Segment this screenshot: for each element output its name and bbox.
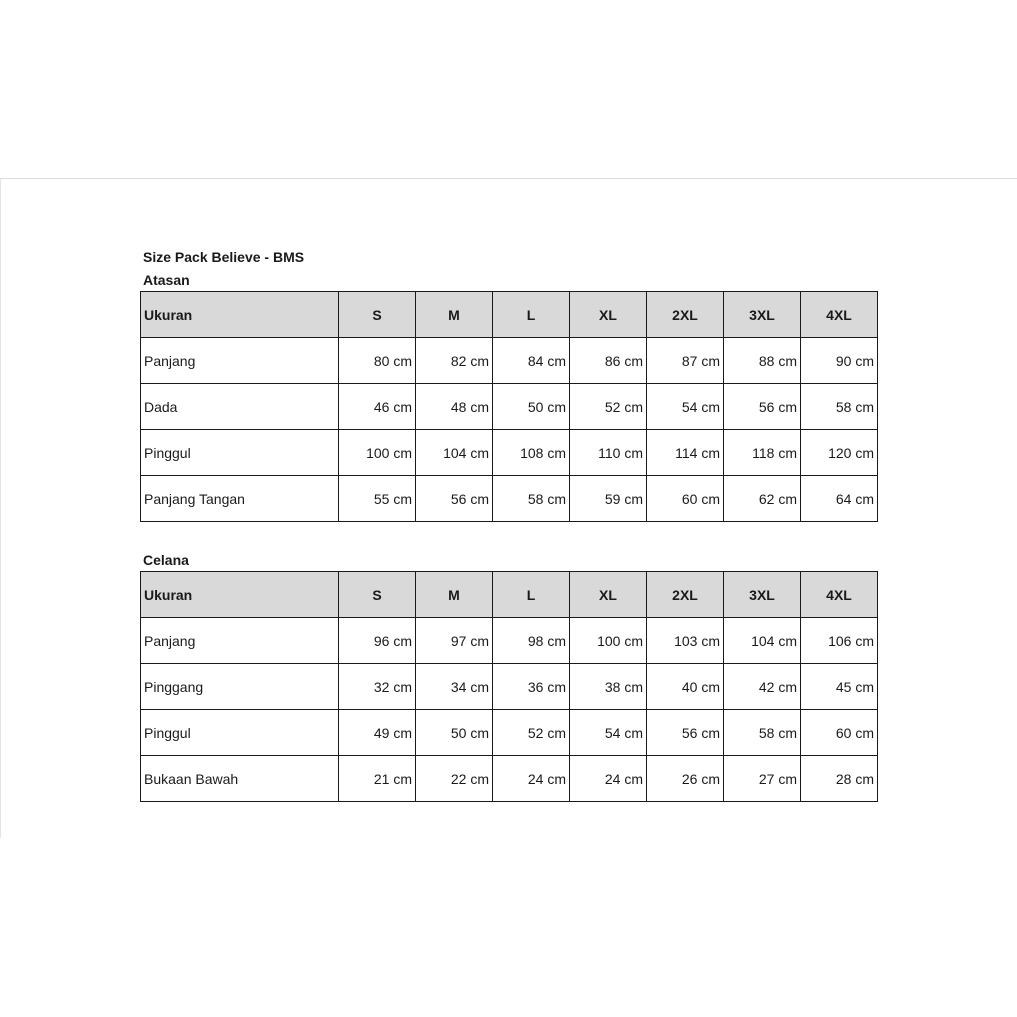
header-cell: 3XL bbox=[724, 292, 801, 338]
table-cell: 86 cm bbox=[570, 338, 647, 384]
table-cell: 104 cm bbox=[724, 618, 801, 664]
table-cell: 97 cm bbox=[416, 618, 493, 664]
table-cell: 58 cm bbox=[493, 476, 570, 522]
table-cell: 103 cm bbox=[647, 618, 724, 664]
table-cell: 82 cm bbox=[416, 338, 493, 384]
atasan-size-table bbox=[140, 291, 878, 522]
header-cell: M bbox=[416, 292, 493, 338]
table-cell: 87 cm bbox=[647, 338, 724, 384]
table-cell: 80 cm bbox=[339, 338, 416, 384]
table-cell: 100 cm bbox=[570, 618, 647, 664]
table-row bbox=[141, 430, 878, 476]
header-cell: Ukuran bbox=[141, 572, 339, 618]
header-cell: 3XL bbox=[724, 572, 801, 618]
header-cell: M bbox=[416, 572, 493, 618]
header-cell: 2XL bbox=[647, 292, 724, 338]
table-cell: 32 cm bbox=[339, 664, 416, 710]
table-cell: 60 cm bbox=[647, 476, 724, 522]
table-cell: 34 cm bbox=[416, 664, 493, 710]
table-cell: 26 cm bbox=[647, 756, 724, 802]
table-cell: 21 cm bbox=[339, 756, 416, 802]
header-cell: L bbox=[493, 292, 570, 338]
table-cell: 90 cm bbox=[801, 338, 878, 384]
table-cell: 106 cm bbox=[801, 618, 878, 664]
header-cell: 4XL bbox=[801, 292, 878, 338]
table-cell: 28 cm bbox=[801, 756, 878, 802]
table-cell: 56 cm bbox=[647, 710, 724, 756]
table-cell: 100 cm bbox=[339, 430, 416, 476]
row-label: Panjang bbox=[141, 618, 339, 664]
header-cell: S bbox=[339, 572, 416, 618]
table-cell: 46 cm bbox=[339, 384, 416, 430]
header-cell: XL bbox=[570, 292, 647, 338]
table-cell: 104 cm bbox=[416, 430, 493, 476]
table-cell: 88 cm bbox=[724, 338, 801, 384]
table-cell: 55 cm bbox=[339, 476, 416, 522]
table-cell: 49 cm bbox=[339, 710, 416, 756]
table-header-row bbox=[141, 572, 878, 618]
table-cell: 62 cm bbox=[724, 476, 801, 522]
table-row bbox=[141, 384, 878, 430]
table-row bbox=[141, 338, 878, 384]
table-cell: 24 cm bbox=[570, 756, 647, 802]
header-cell: L bbox=[493, 572, 570, 618]
table-cell: 108 cm bbox=[493, 430, 570, 476]
table-cell: 118 cm bbox=[724, 430, 801, 476]
header-cell: S bbox=[339, 292, 416, 338]
header-cell: 4XL bbox=[801, 572, 878, 618]
table-cell: 56 cm bbox=[724, 384, 801, 430]
table-cell: 27 cm bbox=[724, 756, 801, 802]
table-cell: 84 cm bbox=[493, 338, 570, 384]
table-cell: 22 cm bbox=[416, 756, 493, 802]
celana-size-table bbox=[140, 571, 878, 802]
table-row bbox=[141, 710, 878, 756]
table-row bbox=[141, 664, 878, 710]
section-title-atasan: Atasan bbox=[143, 272, 190, 288]
header-cell: 2XL bbox=[647, 572, 724, 618]
table-cell: 24 cm bbox=[493, 756, 570, 802]
row-label: Pinggul bbox=[141, 710, 339, 756]
table-cell: 98 cm bbox=[493, 618, 570, 664]
table-cell: 48 cm bbox=[416, 384, 493, 430]
table-cell: 50 cm bbox=[493, 384, 570, 430]
table-cell: 42 cm bbox=[724, 664, 801, 710]
header-cell: Ukuran bbox=[141, 292, 339, 338]
table-header-row bbox=[141, 292, 878, 338]
table-row bbox=[141, 618, 878, 664]
table-cell: 40 cm bbox=[647, 664, 724, 710]
row-label: Pinggang bbox=[141, 664, 339, 710]
table-cell: 45 cm bbox=[801, 664, 878, 710]
row-label: Pinggul bbox=[141, 430, 339, 476]
table-cell: 36 cm bbox=[493, 664, 570, 710]
table-cell: 96 cm bbox=[339, 618, 416, 664]
table-cell: 56 cm bbox=[416, 476, 493, 522]
table-row bbox=[141, 476, 878, 522]
section-title-celana: Celana bbox=[143, 552, 189, 568]
document-title: Size Pack Believe - BMS bbox=[143, 249, 305, 265]
table-row bbox=[141, 756, 878, 802]
table-cell: 54 cm bbox=[647, 384, 724, 430]
table-cell: 120 cm bbox=[801, 430, 878, 476]
table-cell: 60 cm bbox=[801, 710, 878, 756]
table-cell: 58 cm bbox=[801, 384, 878, 430]
table-cell: 114 cm bbox=[647, 430, 724, 476]
header-cell: XL bbox=[570, 572, 647, 618]
table-cell: 52 cm bbox=[570, 384, 647, 430]
table-cell: 58 cm bbox=[724, 710, 801, 756]
row-label: Panjang Tangan bbox=[141, 476, 339, 522]
table-cell: 110 cm bbox=[570, 430, 647, 476]
row-label: Bukaan Bawah bbox=[141, 756, 339, 802]
table-cell: 38 cm bbox=[570, 664, 647, 710]
table-cell: 59 cm bbox=[570, 476, 647, 522]
row-label: Panjang bbox=[141, 338, 339, 384]
table-cell: 54 cm bbox=[570, 710, 647, 756]
row-label: Dada bbox=[141, 384, 339, 430]
table-cell: 64 cm bbox=[801, 476, 878, 522]
table-cell: 50 cm bbox=[416, 710, 493, 756]
table-cell: 52 cm bbox=[493, 710, 570, 756]
